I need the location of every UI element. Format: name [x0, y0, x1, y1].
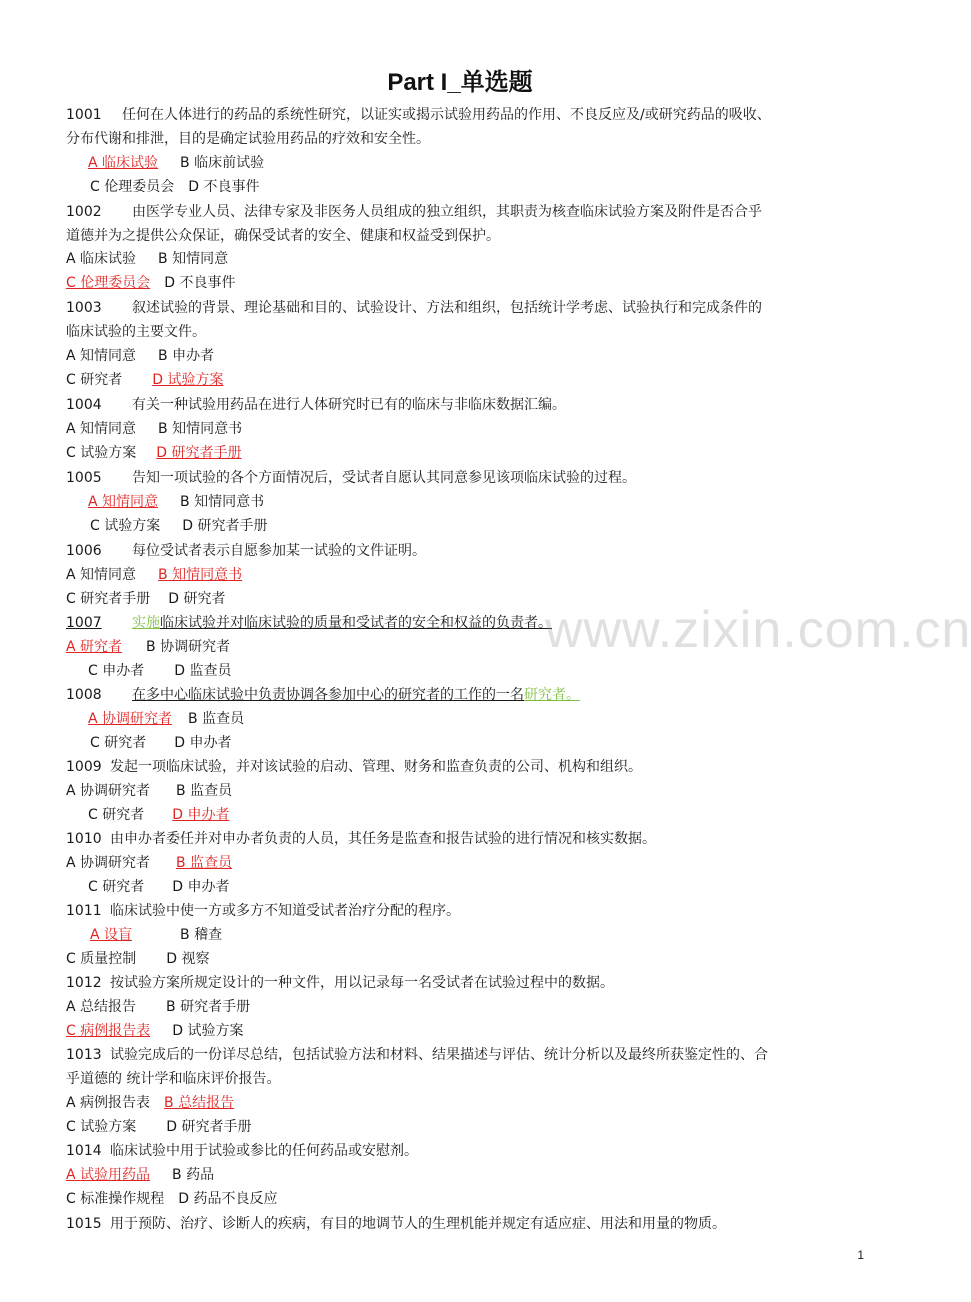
option-d[interactable]: D 试验方案 — [172, 1023, 244, 1039]
option-d[interactable]: D 研究者手册 — [156, 445, 242, 461]
question-text: 用于预防、治疗、诊断人的疾病，有目的地调节人的生理机能并规定有适应症、用法和用量的物质。 — [110, 1216, 726, 1232]
question-number: 1008 — [66, 687, 102, 703]
question-number: 1003 — [66, 300, 102, 316]
option-d[interactable]: D 不良事件 — [188, 179, 260, 195]
option-b[interactable]: B 监查员 — [188, 711, 245, 727]
options-row — [90, 924, 222, 946]
option-d[interactable]: D 申办者 — [172, 807, 230, 823]
question-number: 1007 — [66, 615, 102, 631]
question-text: 按试验方案所规定设计的一种文件，用以记录每一名受试者在试验过程中的数据。 — [110, 975, 614, 991]
options-row — [88, 876, 229, 898]
option-c[interactable]: C 研究者 — [88, 807, 145, 823]
question-1012 — [66, 972, 866, 994]
page-number: 1 — [857, 1248, 864, 1262]
option-a[interactable]: A 知情同意 — [66, 421, 137, 437]
option-d[interactable]: D 申办者 — [174, 735, 232, 751]
options-row — [88, 708, 244, 730]
options-row — [90, 176, 259, 198]
question-number: 1005 — [66, 470, 102, 486]
option-c[interactable]: C 伦理委员会 — [66, 275, 151, 291]
option-c[interactable]: C 研究者 — [66, 372, 123, 388]
question-number: 1009 — [66, 759, 102, 775]
options-row — [66, 948, 209, 970]
options-row — [88, 152, 264, 174]
option-b[interactable]: B 申办者 — [158, 348, 215, 364]
option-b[interactable]: B 临床前试验 — [180, 155, 265, 171]
question-text: 临床试验并对临床试验的质量和受试者的安全和权益的负责者。 — [160, 615, 552, 631]
question-number: 1010 — [66, 831, 102, 847]
option-d[interactable]: D 申办者 — [172, 879, 230, 895]
options-row — [66, 636, 230, 658]
option-c[interactable]: C 标准操作规程 — [66, 1191, 165, 1207]
question-1003 — [66, 297, 866, 319]
option-b[interactable]: B 总结报告 — [164, 1095, 235, 1111]
option-c[interactable]: C 试验方案 — [66, 1119, 137, 1135]
question-number: 1015 — [66, 1216, 102, 1232]
options-row — [88, 804, 229, 826]
options-row — [66, 588, 225, 610]
question-text-cont: 临床试验的主要文件。 — [66, 324, 206, 340]
question-text: 在多中心临床试验中负责协调各参加中心的研究者的工作的一名 — [132, 687, 524, 703]
question-number: 1014 — [66, 1143, 102, 1159]
question-1001 — [66, 104, 866, 126]
option-b[interactable]: B 知情同意书 — [158, 421, 243, 437]
options-row — [66, 442, 241, 464]
options-row — [90, 732, 231, 754]
options-row — [66, 369, 223, 391]
options-row — [66, 1188, 277, 1210]
option-d[interactable]: D 试验方案 — [152, 372, 224, 388]
question-keyword: 研究者。 — [524, 687, 580, 703]
question-text: 任何在人体进行的药品的系统性研究，以证实或揭示试验用药品的作用、不良反应及/或研究药品的吸收、 — [122, 107, 771, 123]
question-number: 1006 — [66, 543, 102, 559]
option-b[interactable]: B 知情同意 — [158, 251, 229, 267]
options-row — [88, 491, 264, 513]
option-d[interactable]: D 研究者 — [168, 591, 226, 607]
question-1004 — [66, 394, 866, 416]
question-number: 1011 — [66, 903, 102, 919]
option-c[interactable]: C 研究者手册 — [66, 591, 151, 607]
question-1013 — [66, 1044, 866, 1066]
question-1010 — [66, 828, 866, 850]
question-number: 1001 — [66, 107, 102, 123]
question-number: 1004 — [66, 397, 102, 413]
question-text-cont: 道德并为之提供公众保证，确保受试者的安全、健康和权益受到保护。 — [66, 228, 500, 244]
options-row — [66, 1020, 243, 1042]
question-number: 1002 — [66, 204, 102, 220]
question-1011 — [66, 900, 866, 922]
option-b[interactable]: B 协调研究者 — [146, 639, 231, 655]
watermark: www.zixin.com.cn — [545, 601, 971, 659]
option-c[interactable]: C 伦理委员会 — [90, 179, 175, 195]
options-row — [66, 780, 232, 802]
question-1009 — [66, 756, 866, 778]
question-1014 — [66, 1140, 866, 1162]
question-1008 — [66, 684, 866, 706]
option-d[interactable]: D 研究者手册 — [166, 1119, 252, 1135]
option-a[interactable]: A 研究者 — [66, 639, 123, 655]
option-b[interactable]: B 知情同意书 — [158, 567, 243, 583]
question-text: 临床试验中使一方或多方不知道受试者治疗分配的程序。 — [110, 903, 460, 919]
question-1015 — [66, 1213, 866, 1235]
options-row — [66, 248, 228, 270]
options-row — [90, 515, 267, 537]
question-text: 每位受试者表示自愿参加某一试验的文件证明。 — [132, 543, 426, 559]
question-1005 — [66, 467, 866, 489]
question-text: 试验完成后的一份详尽总结，包括试验方法和材料、结果描述与评估、统计分析以及最终所获鉴定性的、合 — [110, 1047, 768, 1063]
question-text: 发起一项临床试验，并对该试验的启动、管理、财务和监查负责的公司、机构和组织。 — [110, 759, 642, 775]
option-b[interactable]: B 知情同意书 — [180, 494, 265, 510]
question-1006 — [66, 540, 866, 562]
options-row — [66, 418, 242, 440]
question-text: 有关一种试验用药品在进行人体研究时已有的临床与非临床数据汇编。 — [132, 397, 566, 413]
option-a[interactable]: A 总结报告 — [66, 999, 137, 1015]
question-keyword: 实施 — [132, 615, 160, 631]
options-row — [66, 852, 232, 874]
option-d[interactable]: D 监查员 — [174, 663, 232, 679]
question-text: 告知一项试验的各个方面情况后，受试者自愿认其同意参见该项临床试验的过程。 — [132, 470, 636, 486]
option-a[interactable]: A 试验用药品 — [66, 1167, 151, 1183]
options-row — [66, 1092, 234, 1114]
option-b[interactable]: B 监查员 — [176, 855, 233, 871]
question-text-cont: 分布代谢和排泄，目的是确定试验用药品的疗效和安全性。 — [66, 131, 430, 147]
option-c[interactable]: C 质量控制 — [66, 951, 137, 967]
option-a[interactable]: A 病例报告表 — [66, 1095, 151, 1111]
option-a[interactable]: A 临床试验 — [88, 155, 159, 171]
option-b[interactable]: B 监查员 — [176, 783, 233, 799]
options-row — [66, 564, 242, 586]
question-number: 1012 — [66, 975, 102, 991]
question-text: 由医学专业人员、法律专家及非医务人员组成的独立组织，其职责为核查临床试验方案及附件是否合乎 — [132, 204, 762, 220]
option-d[interactable]: D 研究者手册 — [182, 518, 268, 534]
option-c[interactable]: C 申办者 — [88, 663, 145, 679]
option-c[interactable]: C 试验方案 — [66, 445, 137, 461]
options-row — [66, 345, 214, 367]
option-b[interactable]: B 稽查 — [180, 927, 223, 943]
question-number: 1013 — [66, 1047, 102, 1063]
option-b[interactable]: B 研究者手册 — [166, 999, 251, 1015]
options-row — [66, 1164, 214, 1186]
question-text: 由申办者委任并对申办者负责的人员，其任务是监查和报告试验的进行情况和核实数据。 — [110, 831, 656, 847]
option-c[interactable]: C 研究者 — [90, 735, 147, 751]
option-d[interactable]: D 不良事件 — [164, 275, 236, 291]
options-row — [66, 996, 250, 1018]
options-row — [88, 660, 231, 682]
option-a[interactable]: A 知情同意 — [88, 494, 159, 510]
question-text: 临床试验中用于试验或参比的任何药品或安慰剂。 — [110, 1143, 418, 1159]
question-1002 — [66, 201, 866, 223]
option-d[interactable]: D 视察 — [166, 951, 210, 967]
options-row — [66, 272, 235, 294]
option-a[interactable]: A 协调研究者 — [66, 855, 151, 871]
option-a[interactable]: A 协调研究者 — [66, 783, 151, 799]
options-row — [66, 1116, 251, 1138]
option-a[interactable]: A 临床试验 — [66, 251, 137, 267]
page-title: Part I_单选题 — [387, 69, 533, 96]
option-a[interactable]: A 协调研究者 — [88, 711, 173, 727]
option-d[interactable]: D 药品不良反应 — [178, 1191, 278, 1207]
option-a[interactable]: A 知情同意 — [66, 348, 137, 364]
option-c[interactable]: C 病例报告表 — [66, 1023, 151, 1039]
question-text: 叙述试验的背景、理论基础和目的、试验设计、方法和组织，包括统计学考虑、试验执行和完成条件的 — [132, 300, 762, 316]
option-c[interactable]: C 试验方案 — [90, 518, 161, 534]
question-text-cont: 乎道德的 统计学和临床评价报告。 — [66, 1071, 281, 1087]
option-c[interactable]: C 研究者 — [88, 879, 145, 895]
option-a[interactable]: A 设盲 — [90, 927, 133, 943]
option-a[interactable]: A 知情同意 — [66, 567, 137, 583]
option-b[interactable]: B 药品 — [172, 1167, 215, 1183]
